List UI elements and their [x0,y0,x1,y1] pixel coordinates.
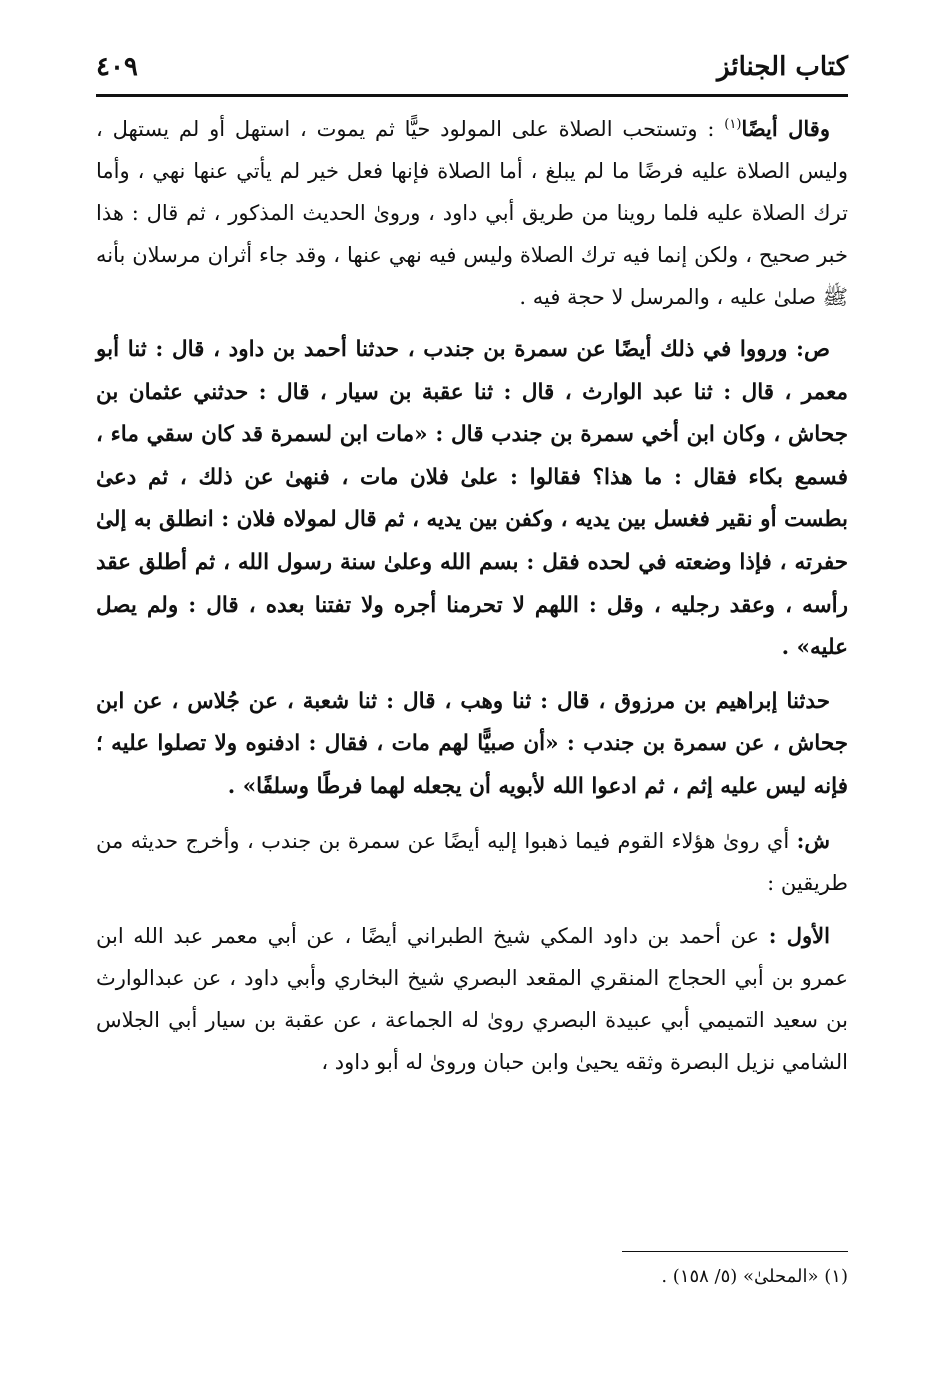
footnote: (١) «المحلىٰ» (٥/ ١٥٨) . [661,1266,848,1287]
paragraph-ibn-hazm-quote [96,108,848,318]
header-rule [96,94,848,97]
paragraph-hadith-samura [96,329,848,670]
paragraph-text: ورووا في ذلك أيضًا عن سمرة بن جندب ، حدثنا أحمد بن داود ، قال : ثنا أبو معمر ، قال : ثنا عبد الوارث ، قال : ثنا عقبة بن سيار ، قال : حدثني عثمان بن جحاش ، وكان ابن أخي سمرة بن جندب قال : «مات ابن لسمرة قد كان سقي ماء ، فسمع بكاء فقال : ما هذا؟ فقالوا : علىٰ فلان مات ، فنهىٰ عن ذلك ، ثم دعىٰ بطست أو نقير فغسل بين يديه ، وكفن بين يديه ، ثم قال لمولاه فلان : انطلق به إلىٰ حفرته ، فإذا وضعته في لحده فقل : بسم الله وعلىٰ سنة رسول الله ، ثم أطلق عقد رأسه ، وعقد رجليه ، وقل : اللهم لا تحرمنا أجره ولا تفتنا بعده ، قال : ولم يصل عليه» . [96,337,848,661]
running-title: كتاب الجنائز [717,52,848,82]
paragraph-lead: ش: [796,827,830,853]
paragraph-first-chain [96,915,848,1083]
footnote-marker: (١) [724,117,742,132]
paragraph-text: حدثنا إبراهيم بن مرزوق ، قال : ثنا وهب ، قال : ثنا شعبة ، عن جُلاس ، عن ابن جحاش ، عن سمرة بن جندب : «أن صبيًّا لهم مات ، فقال : ادفنوه ولا تصلوا عليه ؛ فإنه ليس عليه إثم ، ثم ادعوا الله لأبويه أن يجعله لهما فرطًا وسلفًا» . [96,688,848,799]
paragraph-lead: الأول : [768,922,830,948]
page-header [96,40,848,92]
footnote-rule [622,1251,848,1252]
paragraph-lead: ص: [796,337,830,362]
paragraph-commentary [96,820,848,904]
paragraph-text: أي روىٰ هؤلاء القوم فيما ذهبوا إليه أيضًا عن سمرة بن جندب ، وأخرج حديثه من طريقين : [96,828,848,895]
paragraph-text: : وتستحب الصلاة على المولود حيًّا ثم يموت ، استهل أو لم يستهل ، وليس الصلاة عليه فرضًا ما لم يبلغ ، أما الصلاة فإنها فعل خير لم يأتي عنها نهي ، وأما ترك الصلاة عليه فلما روينا من طريق أبي داود ، وروىٰ الحديث المذكور ، ثم قال : هذا خبر صحيح ، ولكن إنما فيه ترك الصلاة وليس فيه نهي عنها ، وقد جاء أثران مرسلان بأنه ﷺ صلىٰ عليه ، والمرسل لا حجة فيه . [96,117,848,309]
paragraph-text: عن أحمد بن داود المكي شيخ الطبراني أيضًا ، عن أبي معمر عبد الله ابن عمرو بن أبي الحجاج المنقري المقعد البصري شيخ البخاري وأبي داود ، عن عبدالوارث بن سعيد التميمي أبي عبيدة البصري روىٰ له الجماعة ، عن عقبة بن سيار أبي الجلاس الشامي نزيل البصرة وثقه يحيىٰ وابن حبان وروىٰ له أبو داود ، [96,923,848,1074]
page-number: ٤٠٩ [96,52,138,82]
paragraph-lead: وقال أيضًا [741,116,830,141]
paragraph-hadith-ibrahim [96,681,848,809]
page-body [96,108,848,1094]
